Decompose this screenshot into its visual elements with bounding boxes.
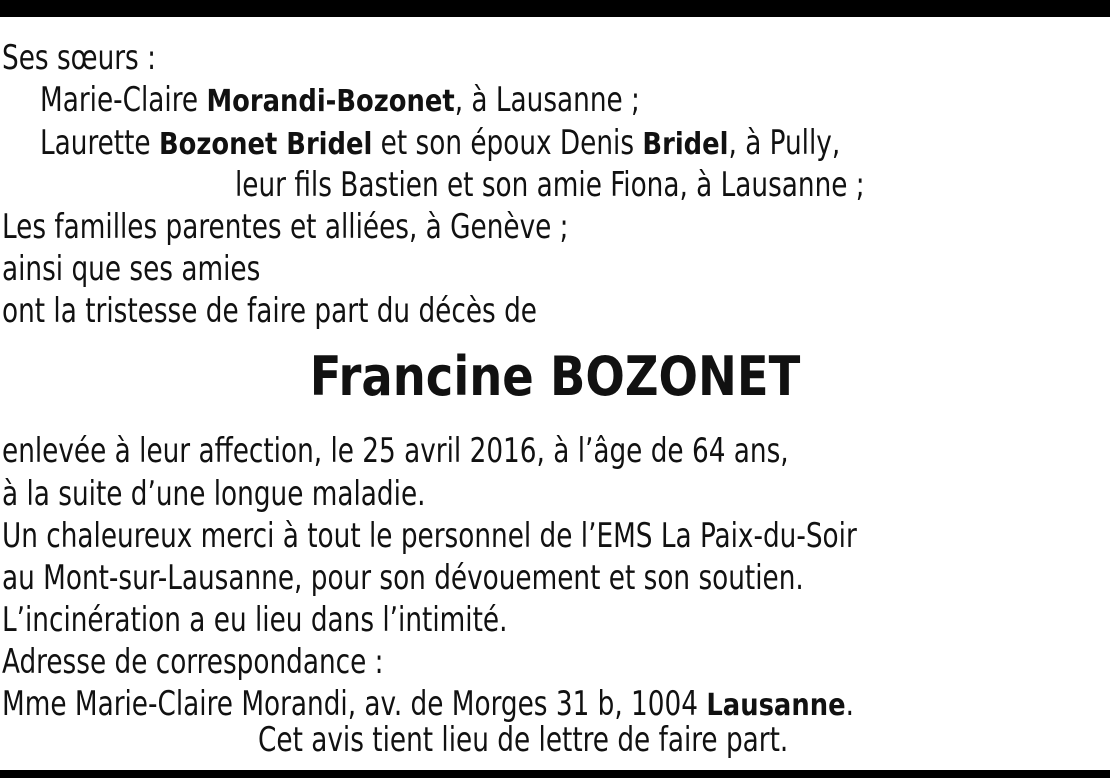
notice-line-sister-1 <box>40 80 640 122</box>
notice-line-friends: ainsi que ses amies <box>2 249 261 289</box>
surname: Bridel <box>642 127 729 162</box>
notice-line-sister-2 <box>40 123 840 165</box>
text: Laurette <box>40 123 159 163</box>
notice-line-illness: à la suite d’une longue maladie. <box>2 474 426 514</box>
bottom-border-rule <box>0 770 1110 778</box>
city: Lausanne <box>706 688 846 723</box>
notice-line-thanks-cont: au Mont-sur-Lausanne, pour son dévouement et son soutien. <box>2 558 804 598</box>
notice-line-address-label: Adresse de correspondance : <box>2 642 384 682</box>
surname: Morandi-Bozonet <box>206 84 455 119</box>
notice-line-cremation: L’incinération a eu lieu dans l’intimité. <box>2 600 508 640</box>
notice-line-son: leur fils Bastien et son amie Fiona, à Lausanne ; <box>235 165 865 205</box>
text: et son époux Denis <box>372 123 643 163</box>
surname: Bozonet Bridel <box>158 127 373 162</box>
top-border-rule <box>0 0 1110 17</box>
notice-line-announcement: ont la tristesse de faire part du décès de <box>2 291 537 331</box>
notice-line-closing: Cet avis tient lieu de lettre de faire part. <box>258 720 789 760</box>
notice-line-date: enlevée à leur affection, le 25 avril 2016, à l’âge de 64 ans, <box>2 431 789 471</box>
text: Mme Marie-Claire Morandi, av. de Morges 31 b, 1004 <box>2 684 707 724</box>
notice-line-sisters: Ses sœurs : <box>2 38 156 78</box>
text: , à Pully, <box>728 123 841 163</box>
notice-line-families: Les familles parentes et alliées, à Genève ; <box>2 207 569 247</box>
text: , à Lausanne ; <box>454 80 640 120</box>
text: Marie-Claire <box>40 80 207 120</box>
deceased-name: Francine BOZONET <box>309 345 801 408</box>
notice-line-thanks: Un chaleureux merci à tout le personnel de l’EMS La Paix-du-Soir <box>2 516 857 556</box>
text: . <box>845 684 854 724</box>
